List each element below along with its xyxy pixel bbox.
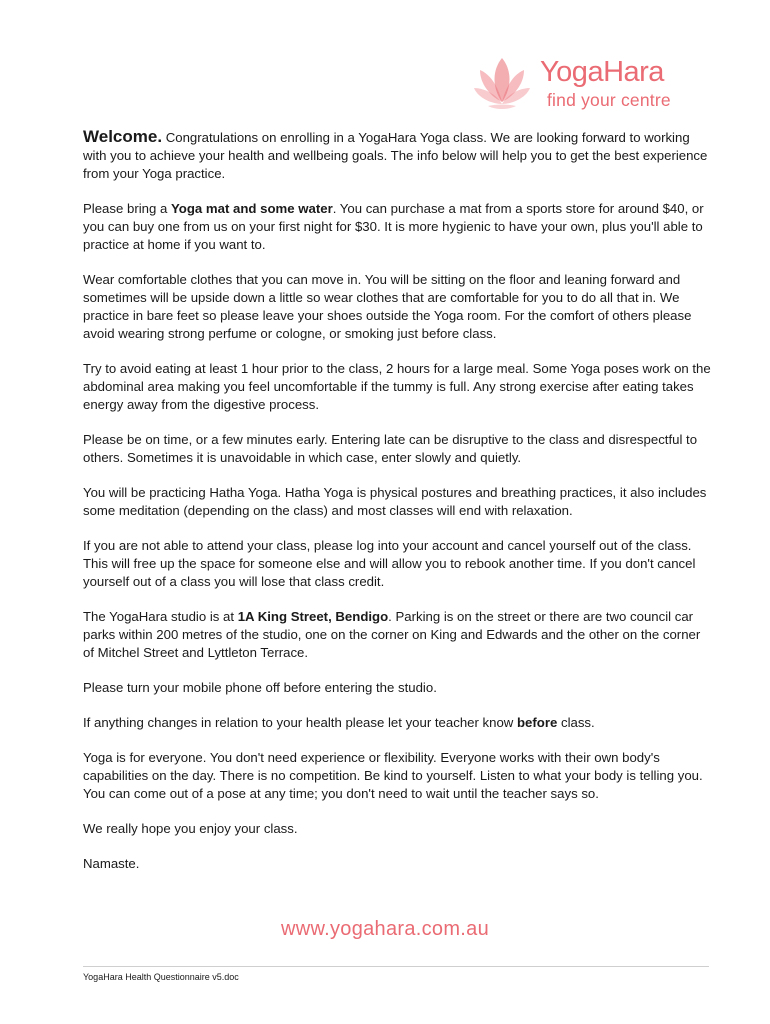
time-paragraph: Please be on time, or a few minutes early. Entering late can be disruptive to the class and disrespectful to others. Sometimes it is unavoidable in which case, enter slowly and quietly. bbox=[83, 432, 698, 465]
signoff-paragraph: Namaste. bbox=[83, 856, 140, 871]
studio-text-before: The YogaHara studio is at bbox=[83, 609, 238, 624]
phone-paragraph: Please turn your mobile phone off before entering the studio. bbox=[83, 680, 437, 695]
welcome-paragraph bbox=[83, 128, 713, 183]
website-link[interactable]: www.yogahara.com.au bbox=[280, 918, 490, 940]
bring-text-after: . You can purchase a mat from a sports store for around $40, or you can buy one from us on your first night for $30. It is more hygienic to have your own, plus you'll able to practice at home if you want to. bbox=[83, 201, 704, 252]
lotus-icon bbox=[470, 52, 534, 116]
footer-divider bbox=[83, 966, 709, 967]
bring-text-before: Please bring a bbox=[83, 201, 171, 216]
eating-paragraph: Try to avoid eating at least 1 hour prior to the class, 2 hours for a large meal. Some Yoga poses work on the abdominal area making you feel uncomfortable if the tummy is full. Any strong exercise after eating takes energy away from the digestive process. bbox=[83, 361, 711, 412]
health-text-after: class. bbox=[557, 715, 595, 730]
yogahara-logo bbox=[470, 52, 690, 116]
footer-filename: YogaHara Health Questionnaire v5.doc bbox=[83, 972, 239, 982]
studio-paragraph bbox=[83, 608, 713, 662]
letter-body bbox=[83, 128, 713, 890]
logo-tagline: find your centre bbox=[547, 90, 671, 110]
studio-text-after: . Parking is on the street or there are two council car parks within 200 metres of the studio, one on the corner on King and Edwards and the other on the corner of Mitchel Street and Lyttleton Terrace. bbox=[83, 609, 701, 660]
welcome-heading: Welcome. bbox=[83, 127, 163, 146]
bring-text-bold: Yoga mat and some water bbox=[170, 201, 333, 216]
enjoy-paragraph: We really hope you enjoy your class. bbox=[83, 821, 298, 836]
bring-paragraph bbox=[83, 200, 713, 254]
welcome-text: Congratulations on enrolling in a YogaHara Yoga class. We are looking forward to working with you to achieve your health and wellbeing goals. The info below will help you to get the best experience from your Yoga practice. bbox=[83, 130, 708, 181]
everyone-paragraph: Yoga is for everyone. You don't need experience or flexibility. Everyone works with their own body's capabilities on the day. There is no competition. Be kind to yourself. Listen to what your body is telling you. You can come out of a pose at any time; you don't need to wait until the teacher says so. bbox=[83, 750, 703, 801]
health-text-bold: before bbox=[517, 715, 558, 730]
clothes-paragraph: Wear comfortable clothes that you can move in. You will be sitting on the floor and leaning forward and sometimes will be upside down a little so wear clothes that are comfortable for you to do all that in. We practice in bare feet so please leave your shoes outside the Yoga room. For the comfort of others please avoid wearing strong perfume or cologne, or smoking just before class. bbox=[83, 272, 692, 341]
cancel-paragraph: If you are not able to attend your class, please log into your account and cancel yourself out of the class. This will free up the space for someone else and will allow you to rebook another time. If you don't cancel yourself out of a class you will lose that class credit. bbox=[83, 538, 696, 589]
health-text-before: If anything changes in relation to your health please let your teacher know bbox=[83, 715, 517, 730]
studio-address: 1A King Street, Bendigo bbox=[237, 609, 389, 624]
hatha-paragraph: You will be practicing Hatha Yoga. Hatha Yoga is physical postures and breathing practices, it also includes some meditation (depending on the class) and most classes will end with relaxation. bbox=[83, 485, 707, 518]
logo-name: YogaHara bbox=[540, 56, 664, 88]
health-paragraph bbox=[83, 714, 713, 732]
